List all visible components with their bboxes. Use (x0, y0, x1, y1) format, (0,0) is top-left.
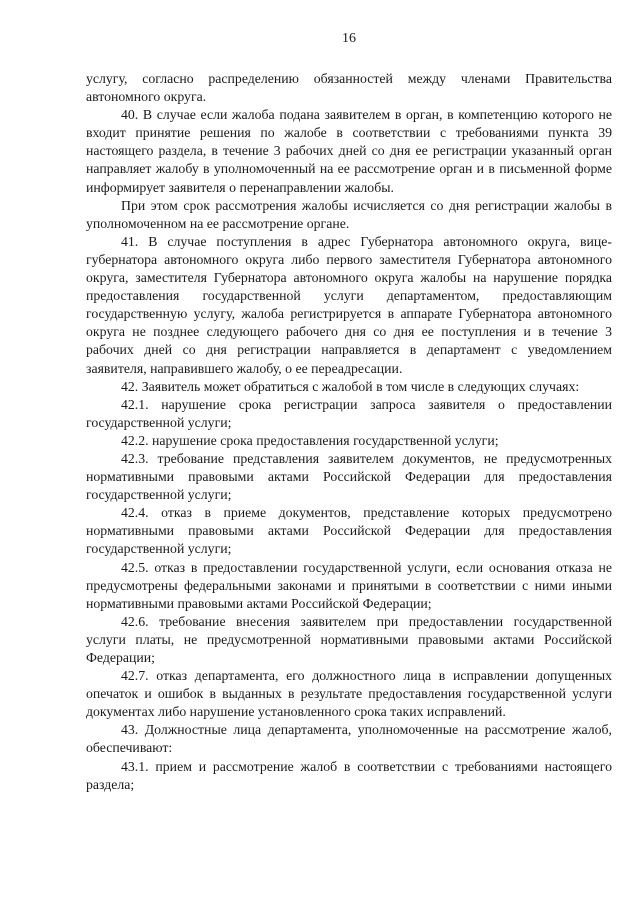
paragraph: 42. Заявитель может обратиться с жалобой в том числе в следующих случаях: (121, 378, 580, 394)
paragraph: 42.3. требование представления заявителем документов, не предусмотренных нормативными правовыми актами Российской Федерации для предоставления государственной услуги; (86, 450, 612, 503)
paragraph: 40. В случае если жалоба подана заявителем в орган, в компетенцию которого не входит принятие решения по жалобе в соответствии с требованиями пункта 39 настоящего раздела, в течение 3 рабочих дней со дня ее регистрации указанный орган направляет жалобу в уполномоченный на ее рассмотрение орган и в письменной форме информирует заявителя о перенаправлении жалобы. (86, 107, 612, 195)
paragraph: При этом срок рассмотрения жалобы исчисляется со дня регистрации жалобы в уполномоченном на ее рассмотрение органе. (86, 197, 612, 231)
paragraph: 42.5. отказ в предоставлении государственной услуги, если основания отказа не предусмотрены федеральными законами и принятыми в соответствии с ними иными нормативными правовыми актами Российской Федерации; (86, 559, 612, 611)
paragraph: 42.2. нарушение срока предоставления государственной услуги; (121, 432, 499, 448)
page-number: 16 (342, 31, 356, 46)
paragraph: 41. В случае поступления в адрес Губернатора автономного округа, вице-губернатора автономного округа либо первого заместителя Губернатора автономного округа, заместителя Губернатора автономного округа жалобы на нарушение порядка предоставления государственной услуги департаментом, предоставляющим государственную услугу, жалоба регистрируется в аппарате Губернатора автономного округа не позднее следующего рабочего дня со дня ее поступления и в течение 3 рабочих дней со дня регистрации направляется в департамент с уведомлением заявителя, направившего жалобу, о ее переадресации. (86, 233, 612, 376)
paragraph: услугу, согласно распределению обязанностей между членами Правительства автономного округа. (86, 71, 612, 105)
document-body (86, 70, 612, 794)
paragraph: 42.1. нарушение срока регистрации запроса заявителя о предоставлении государственной услуги; (86, 396, 612, 430)
paragraph: 43. Должностные лица департамента, уполномоченные на рассмотрение жалоб, обеспечивают: (86, 722, 612, 756)
paragraph: 42.4. отказ в приеме документов, представление которых предусмотрено нормативными правовыми актами Российской Федерации для предоставления государственной услуги; (86, 505, 612, 557)
paragraph: 42.6. требование внесения заявителем при предоставлении государственной услуги платы, не предусмотренной нормативными правовыми актами Российской Федерации; (86, 613, 612, 665)
paragraph: 42.7. отказ департамента, его должностного лица в исправлении допущенных опечаток и ошибок в выданных в результате предоставления государственной услуги документах либо нарушение установленного срока таких исправлений. (86, 668, 612, 720)
paragraph: 43.1. прием и рассмотрение жалоб в соответствии с требованиями настоящего раздела; (86, 758, 612, 792)
